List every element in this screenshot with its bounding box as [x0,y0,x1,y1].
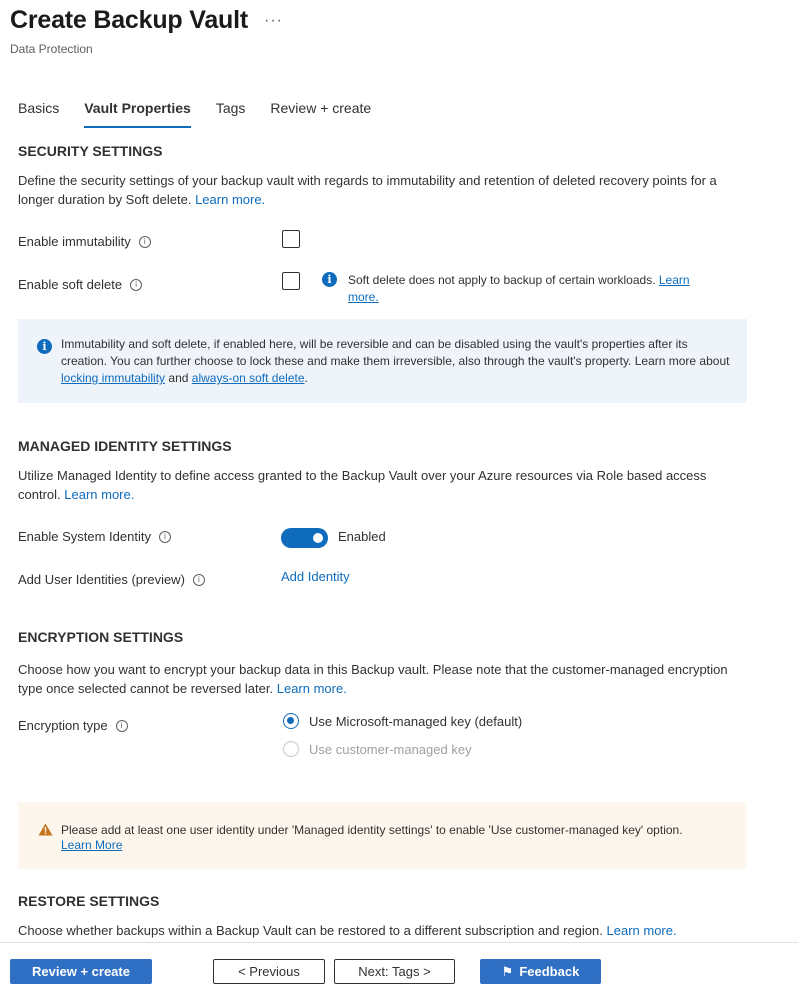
restore-learn-more-link[interactable]: Learn more. [606,923,677,938]
security-settings-heading: SECURITY SETTINGS [18,143,163,159]
user-identities-label: Add User Identities (preview) [18,572,185,587]
warning-banner-text: Please add at least one user identity under 'Managed identity settings' to enable 'Use customer-managed key' option. [61,823,683,837]
info-icon[interactable]: i [130,279,142,291]
system-identity-status: Enabled [338,529,386,544]
restore-desc-text: Choose whether backups within a Backup Vault can be restored to a different subscription and region. [18,923,603,938]
info-banner-text: Immutability and soft delete, if enabled here, will be reversible and can be disabled using the vault's properties after its creation. You can further choose to lock these and make them irreversible, also through the vault's property. Learn more about [61,337,730,368]
info-filled-icon: i [322,272,337,287]
soft-delete-label-row [18,277,142,292]
tab-basics[interactable]: Basics [18,100,60,116]
info-icon[interactable]: i [159,531,171,543]
info-icon[interactable]: i [139,236,151,248]
soft-delete-note [322,272,722,306]
page-title: Create Backup Vault [10,6,248,34]
more-options-icon[interactable]: ··· [264,12,283,29]
info-banner-period: . [304,371,308,385]
security-desc-text: Define the security settings of your backup vault with regards to immutability and retention of deleted recovery points for a longer duration by Soft delete. [18,173,717,207]
security-settings-description [18,171,738,209]
system-identity-label: Enable System Identity [18,529,151,544]
encryption-desc-text: Choose how you want to encrypt your backup data in this Backup vault. Please note that the customer-managed encryption type once selected cannot be reversed later. [18,662,728,696]
encryption-type-label-row [18,718,128,733]
security-learn-more-link[interactable]: Learn more. [195,192,266,207]
page-subtitle: Data Protection [10,42,93,56]
next-tags-button[interactable]: Next: Tags > [334,959,455,984]
soft-delete-learn-more-link[interactable]: Learn more. [348,273,690,304]
encryption-option-customer[interactable] [283,741,472,757]
feedback-icon: ⚑ [501,963,514,979]
review-create-button[interactable]: Review + create [10,959,152,984]
toggle-knob [313,533,323,543]
immutability-info-banner [18,319,747,403]
tab-review-create[interactable]: Review + create [270,100,372,116]
info-banner-and: and [168,371,189,385]
info-icon[interactable]: i [193,574,205,586]
encryption-learn-more-link[interactable]: Learn more. [276,681,347,696]
feedback-label: Feedback [519,964,580,979]
system-identity-toggle[interactable] [281,528,328,548]
tab-tags[interactable]: Tags [215,100,246,116]
locking-immutability-link[interactable]: locking immutability [61,371,166,385]
always-on-soft-delete-link[interactable]: always-on soft delete [191,371,305,385]
customer-key-warning-banner [18,802,746,869]
encryption-settings-heading: ENCRYPTION SETTINGS [18,629,184,645]
encryption-option-microsoft[interactable] [283,713,522,729]
info-icon[interactable]: i [116,720,128,732]
tab-vault-properties[interactable]: Vault Properties [84,100,191,128]
soft-delete-label: Enable soft delete [18,277,123,292]
identity-desc-text: Utilize Managed Identity to define access granted to the Backup Vault over your Azure resources via Role based access control. [18,468,707,502]
immutability-checkbox[interactable] [282,230,300,248]
encryption-type-label: Encryption type [18,718,108,733]
add-identity-link[interactable]: Add Identity [281,569,350,584]
previous-button[interactable]: < Previous [213,959,325,984]
encryption-description [18,660,738,698]
footer-divider [0,942,798,943]
customer-key-label: Use customer-managed key [309,741,472,757]
restore-description [18,921,738,940]
user-identities-label-row [18,572,205,587]
soft-delete-note-text: Soft delete does not apply to backup of certain workloads. [348,273,656,287]
info-filled-icon: i [37,339,52,354]
managed-identity-heading: MANAGED IDENTITY SETTINGS [18,438,232,454]
restore-settings-heading: RESTORE SETTINGS [18,893,160,909]
warning-icon [38,823,53,836]
soft-delete-checkbox[interactable] [282,272,300,290]
warning-learn-more-link[interactable]: Learn More [61,838,123,852]
feedback-button[interactable] [480,959,601,984]
system-identity-label-row [18,529,171,544]
microsoft-key-radio[interactable] [283,713,299,729]
immutability-label: Enable immutability [18,234,131,249]
identity-learn-more-link[interactable]: Learn more. [64,487,135,502]
microsoft-key-label: Use Microsoft-managed key (default) [309,713,523,729]
managed-identity-description [18,466,738,504]
immutability-label-row [18,234,151,249]
customer-key-radio[interactable] [283,741,299,757]
wizard-tabs [18,100,396,128]
